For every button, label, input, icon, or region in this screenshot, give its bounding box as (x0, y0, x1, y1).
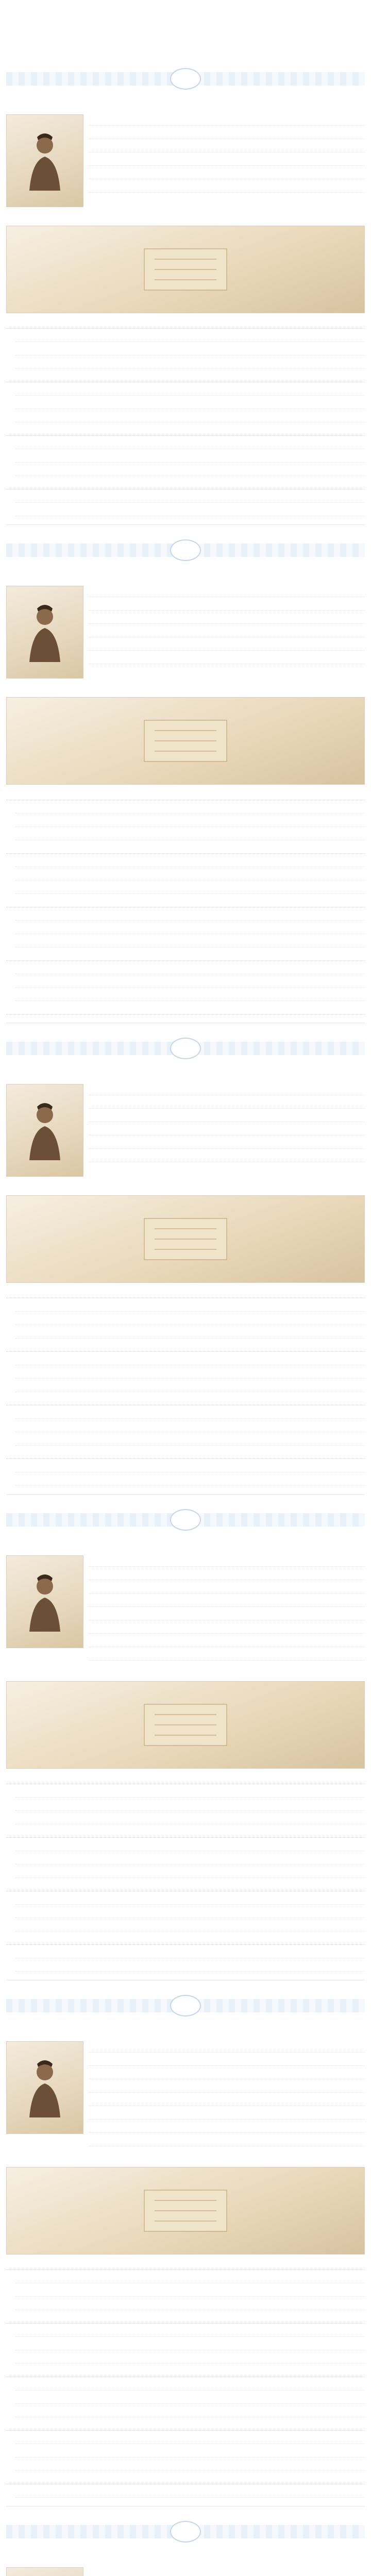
section-label (6, 572, 365, 583)
text-line (6, 371, 365, 382)
text-line (15, 1461, 365, 1472)
section-label (6, 1542, 365, 1552)
text-line (6, 1394, 365, 1405)
text-line (15, 411, 365, 422)
text-line (15, 923, 365, 934)
text-line (6, 2366, 365, 2377)
author-intro-text (89, 114, 365, 207)
text-line (89, 1649, 365, 1660)
text-line (15, 331, 365, 342)
text-line (89, 1151, 365, 1162)
author-intro-row (6, 2567, 365, 2576)
text-line (6, 317, 365, 329)
section-label (6, 101, 365, 111)
section-label (6, 2028, 365, 2038)
chapter-list (0, 61, 371, 2576)
text-line (89, 1084, 365, 1095)
text-line (6, 1448, 365, 1459)
chapter-heading (6, 2013, 365, 2023)
text-line (6, 950, 365, 961)
text-line (89, 1138, 365, 1149)
text-line (15, 2352, 365, 2364)
title-line-2 (0, 31, 371, 48)
section-label (6, 1667, 365, 1677)
section-label (6, 2554, 365, 2564)
text-line (15, 2460, 365, 2471)
text-line (89, 1596, 365, 1607)
document-title (0, 0, 371, 54)
text-line (15, 1867, 365, 1878)
chapter-header (6, 61, 365, 97)
text-line (15, 802, 365, 814)
text-line (6, 2473, 365, 2484)
chapter-2 (6, 532, 365, 1023)
text-line (15, 344, 365, 355)
text-line (15, 1840, 365, 1851)
text-line (89, 1622, 365, 1634)
chapter-divider (6, 1494, 365, 1495)
chapter-heading (6, 87, 365, 96)
text-line (15, 963, 365, 974)
chapter-header (6, 532, 365, 568)
author-portrait (6, 1084, 83, 1177)
text-line (89, 639, 365, 651)
text-line (15, 1920, 365, 1931)
text-line (6, 2419, 365, 2431)
text-line (89, 128, 365, 139)
text-line (6, 1341, 365, 1352)
text-line (6, 1003, 365, 1014)
text-line (15, 2446, 365, 2458)
chapter-header (6, 1030, 365, 1066)
author-intro-row (6, 114, 365, 207)
text-line (15, 1408, 365, 1419)
chapter-header (6, 1502, 365, 1538)
text-line (89, 613, 365, 624)
text-line (89, 114, 365, 126)
text-line (15, 1327, 365, 1338)
text-line (15, 1421, 365, 1432)
text-line (89, 1582, 365, 1594)
author-portrait (6, 1555, 83, 1648)
text-line (15, 1475, 365, 1486)
text-line (15, 358, 365, 369)
author-intro-row (6, 1555, 365, 1663)
text-line (15, 883, 365, 894)
text-line (89, 2055, 365, 2066)
text-line (15, 1786, 365, 1798)
text-line (15, 856, 365, 867)
text-line (89, 141, 365, 152)
author-portrait (6, 114, 83, 207)
text-line (15, 829, 365, 840)
text-line (15, 451, 365, 463)
text-line (15, 465, 365, 476)
chapter-heading (6, 2539, 365, 2549)
chapter-header (6, 2514, 365, 2550)
text-line (15, 1300, 365, 1312)
author-portrait (6, 2567, 83, 2576)
section-label (6, 2153, 365, 2163)
text-line (15, 936, 365, 947)
author-intro-text (89, 586, 365, 679)
text-line (15, 2433, 365, 2444)
text-line (15, 2486, 365, 2498)
chapter-heading (6, 1056, 365, 1065)
text-line (6, 478, 365, 489)
text-line (89, 155, 365, 166)
text-line (15, 2339, 365, 2350)
text-line (15, 2326, 365, 2337)
text-line (89, 2095, 365, 2106)
text-line (15, 384, 365, 396)
text-line (15, 909, 365, 921)
text-line (15, 505, 365, 516)
text-line (6, 1287, 365, 1298)
text-line (15, 816, 365, 827)
chapter-1 (6, 61, 365, 525)
text-line (15, 2379, 365, 2391)
text-line (15, 976, 365, 988)
illustration (6, 697, 365, 785)
chapter-divider (6, 524, 365, 525)
author-portrait (6, 586, 83, 679)
text-line (15, 1434, 365, 1446)
text-line (15, 1381, 365, 1392)
text-line (89, 2567, 365, 2576)
chapter-3 (6, 1030, 365, 1495)
author-intro-text (89, 2041, 365, 2148)
text-line (15, 1367, 365, 1379)
section-label (6, 211, 365, 222)
text-line (6, 425, 365, 436)
text-line (89, 653, 365, 664)
text-line (15, 398, 365, 409)
section-label (6, 1181, 365, 1191)
text-line (6, 789, 365, 800)
text-line (89, 2135, 365, 2146)
illustration (6, 2167, 365, 2255)
text-line (89, 2122, 365, 2133)
text-line (89, 1636, 365, 1647)
author-intro-text (89, 2567, 365, 2576)
text-line (15, 2393, 365, 2404)
text-line (89, 2108, 365, 2120)
author-intro-row (6, 1084, 365, 1177)
title-line-1 (0, 10, 371, 28)
text-line (89, 2041, 365, 2053)
text-line (89, 626, 365, 637)
text-line (6, 1934, 365, 1945)
text-line (15, 2299, 365, 2310)
illustration (6, 1681, 365, 1769)
author-intro-text (89, 1555, 365, 1663)
text-line (89, 1609, 365, 1620)
text-line (89, 168, 365, 179)
author-portrait (6, 2041, 83, 2134)
text-line (89, 586, 365, 597)
chapter-header (6, 1988, 365, 2024)
chapter-5 (6, 1988, 365, 2506)
text-line (6, 2312, 365, 2324)
author-intro-row (6, 2041, 365, 2148)
text-line (6, 842, 365, 854)
text-line (15, 1314, 365, 1325)
text-line (15, 2406, 365, 2417)
text-line (15, 2272, 365, 2283)
text-line (15, 438, 365, 449)
text-line (6, 1880, 365, 1891)
text-line (89, 1124, 365, 1136)
text-line (6, 1773, 365, 1784)
text-line (89, 1569, 365, 1580)
illustration (6, 1195, 365, 1283)
text-line (15, 1853, 365, 1865)
text-line (15, 1813, 365, 1824)
text-line (15, 1960, 365, 1972)
chapter-4 (6, 1502, 365, 1980)
author-intro-row (6, 586, 365, 679)
text-line (89, 1097, 365, 1109)
illustration (6, 226, 365, 313)
text-line (15, 1800, 365, 1811)
text-line (89, 599, 365, 611)
text-line (15, 2285, 365, 2297)
section-label (6, 683, 365, 693)
text-line (6, 896, 365, 907)
text-line (89, 1111, 365, 1122)
chapter-6 (6, 2514, 365, 2576)
text-line (6, 2259, 365, 2270)
text-line (89, 2068, 365, 2079)
text-line (89, 181, 365, 193)
text-line (15, 990, 365, 1001)
text-line (89, 2081, 365, 2093)
text-line (89, 1555, 365, 1567)
text-line (15, 1947, 365, 1958)
text-line (15, 1907, 365, 1918)
chapter-heading (6, 558, 365, 567)
text-line (15, 1354, 365, 1365)
section-label (6, 1071, 365, 1081)
text-line (15, 492, 365, 503)
chapter-heading (6, 1528, 365, 1537)
text-line (15, 869, 365, 880)
author-intro-text (89, 1084, 365, 1177)
text-line (6, 1826, 365, 1838)
text-line (15, 1893, 365, 1905)
